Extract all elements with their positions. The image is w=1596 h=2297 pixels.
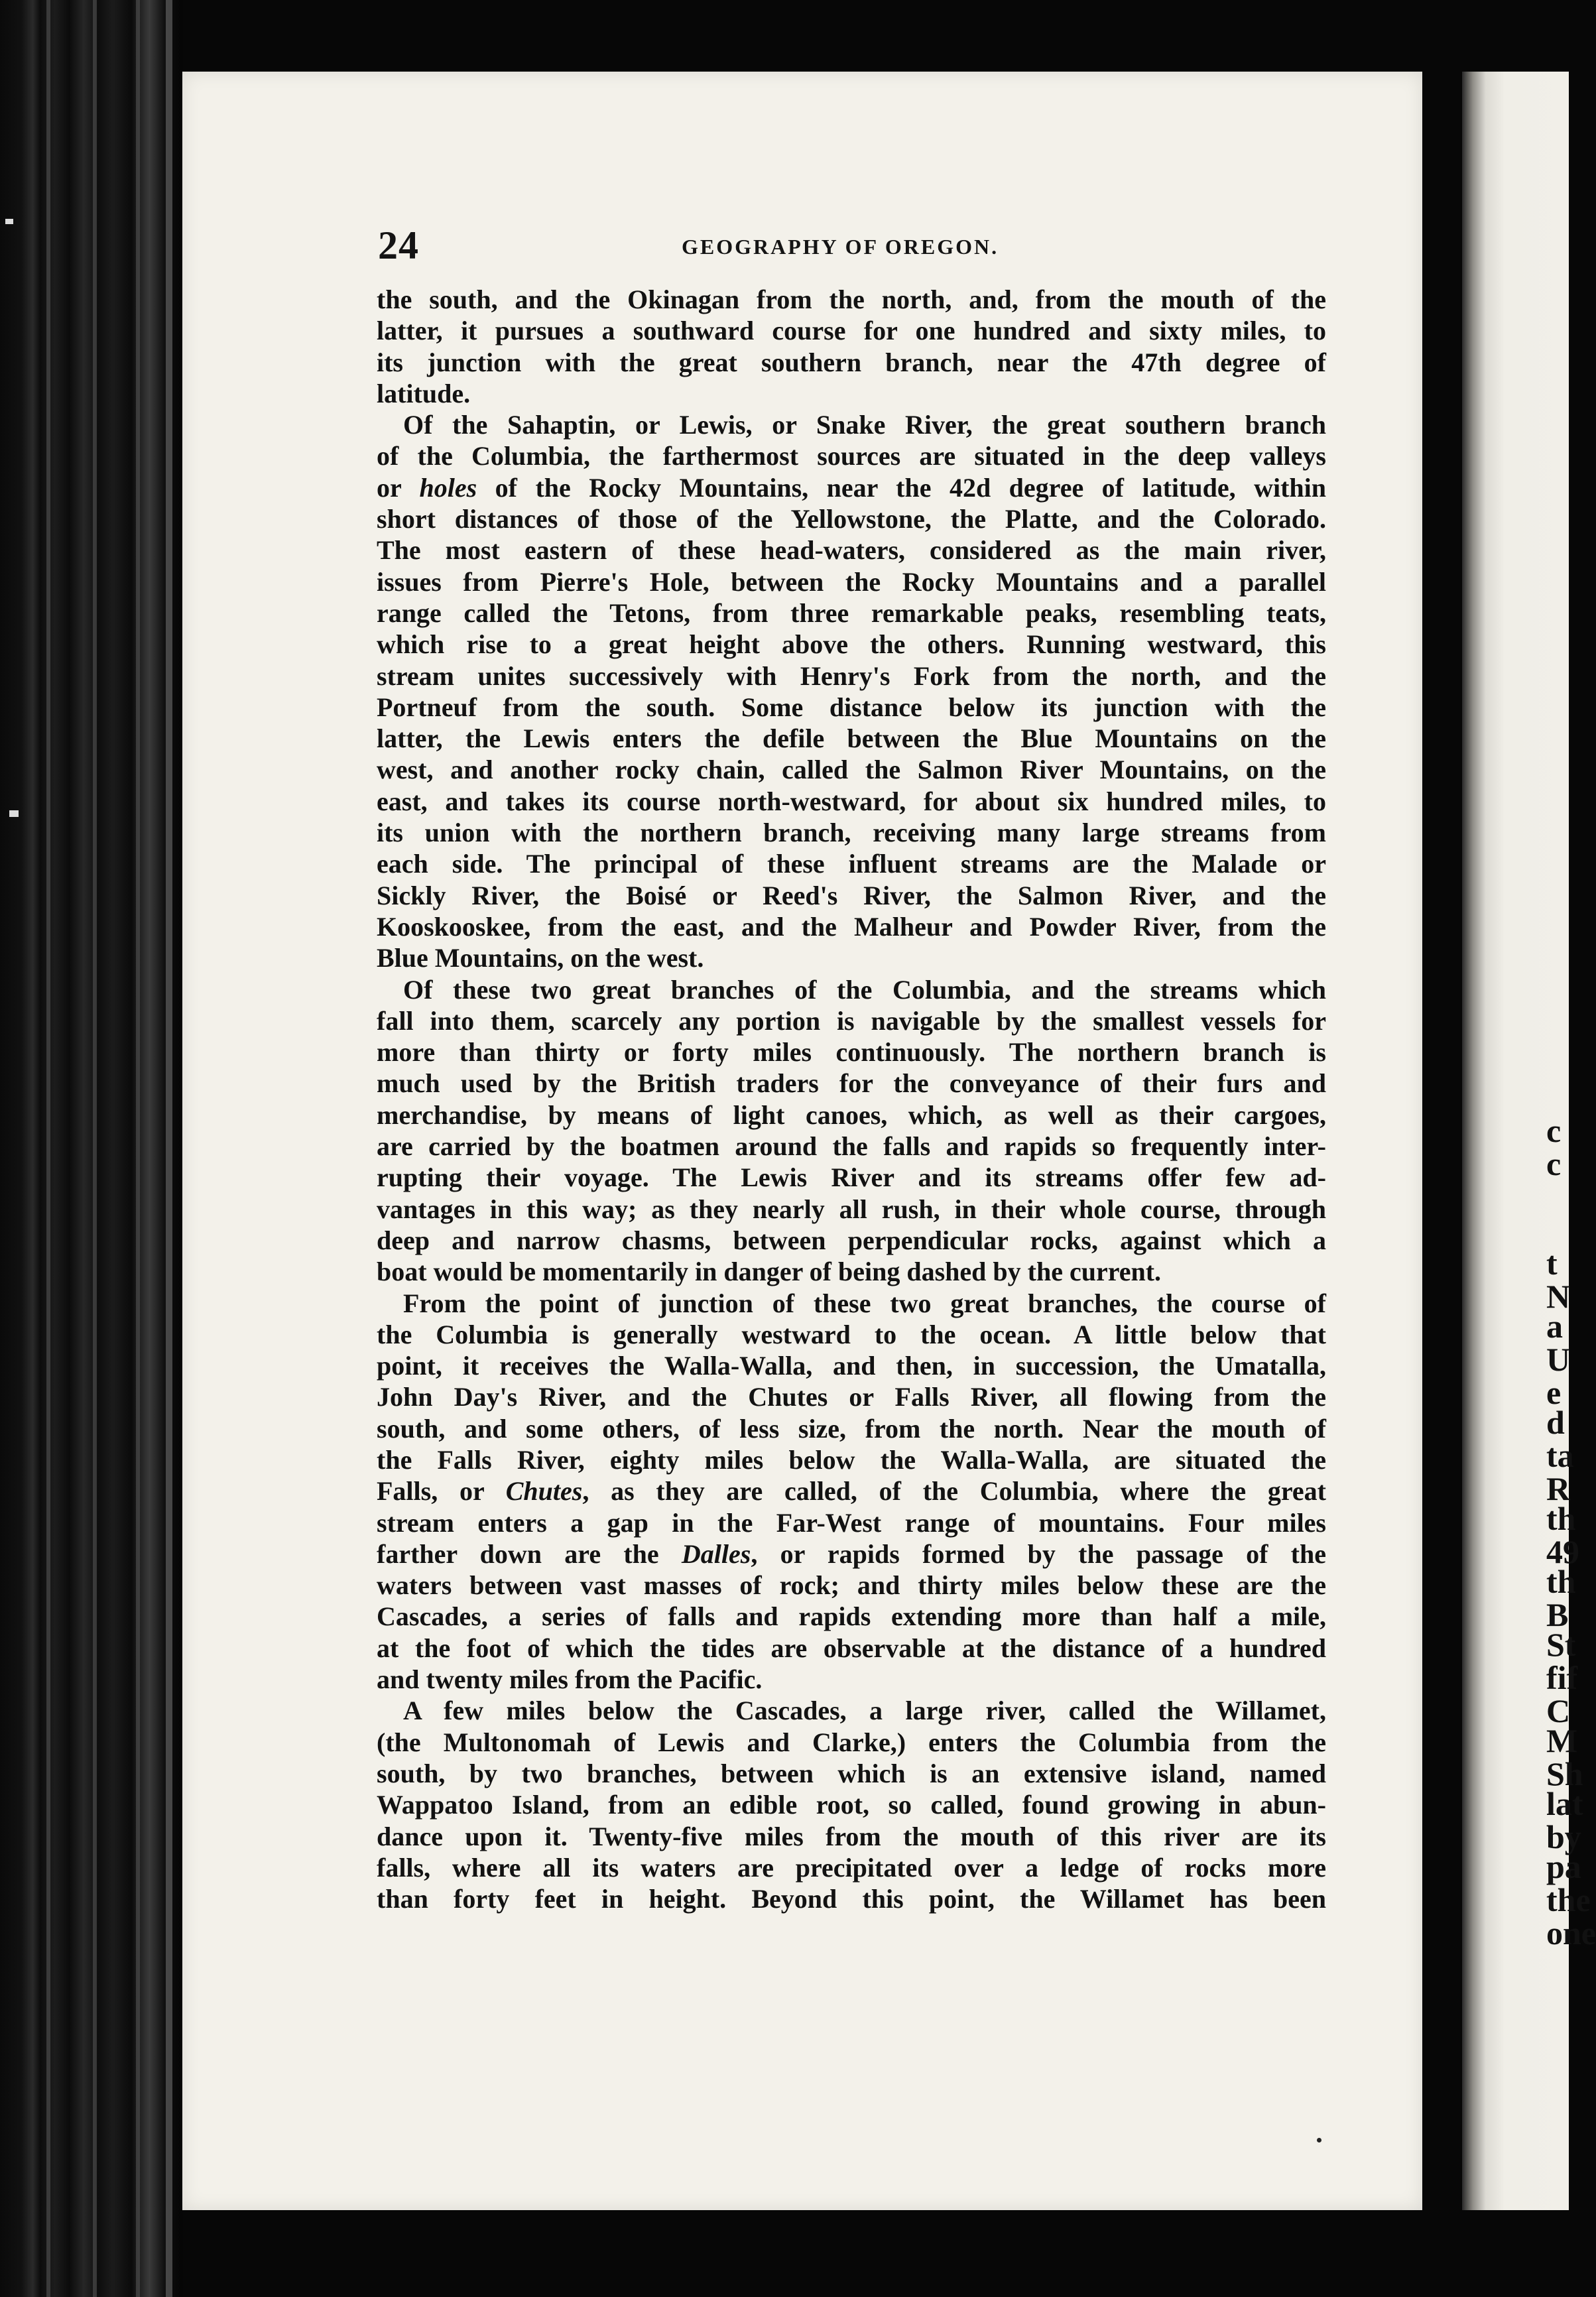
facing-page-fragment: a [1546,1308,1563,1345]
facing-page-fragment: d [1546,1404,1565,1441]
text-line: its junction with the great southern branch, near the 47th degree of [377,347,1326,377]
text-line: or holes of the Rocky Mountains, near the 42d degree of latitude, within [377,472,1327,503]
text-line: much used by the British traders for the conveyance of their furs and [377,1068,1326,1099]
facing-page-fragment: t [1546,1245,1558,1282]
text-line: its union with the northern branch, receiving many large streams from [377,818,1326,848]
text-line: of the Columbia, the farthermost sources are situated in the deep valleys [377,441,1326,471]
facing-page-fragment: th [1546,1500,1576,1537]
text-line: A few miles below the Cascades, a large river, called the Willamet, [403,1696,1326,1726]
text-line: are carried by the boatmen around the falls and rapids so frequently inter- [377,1131,1326,1162]
text-line: Cascades, a series of falls and rapids extending more than half a mile, [377,1601,1326,1632]
facing-page-fragment: fif [1546,1659,1578,1696]
text-line: south, by two branches, between which is an extensive island, named [377,1758,1326,1788]
facing-page-fragment: pa [1546,1848,1581,1885]
text-line: than forty feet in height. Beyond this point, the Willamet has been [377,1884,1326,1914]
text-line: stream unites successively with Henry's Fork from the north, and the [377,660,1326,691]
text-line: The most eastern of these head-waters, considered as the main river, [377,535,1326,566]
text-line: dance upon it. Twenty-five miles from the mouth of this river are its [377,1821,1326,1851]
text-line: waters between vast masses of rock; and thirty miles below these are the [377,1570,1326,1601]
facing-page-fragment: 49 [1546,1533,1579,1570]
text-line: boat would be momentarily in danger of being dashed by the current. [377,1257,1162,1287]
text-line: point, it receives the Walla-Walla, and then, in succession, the Umatalla, [377,1351,1326,1381]
text-line: Portneuf from the south. Some distance below its junction with the [377,692,1326,722]
facing-page-fragment: e [1546,1374,1562,1411]
text-line: falls, where all its waters are precipitated over a ledge of rocks more [377,1852,1326,1883]
book-binding-edge [0,0,182,2297]
text-line: merchandise, by means of light canoes, which, as well as their cargoes, [377,1099,1326,1130]
ink-speck [1317,2138,1321,2142]
text-line: short distances of those of the Yellowstone, the Platte, and the Colorado. [377,504,1326,534]
running-title: GEOGRAPHY OF OREGON. [682,235,999,259]
text-line: the Falls River, eighty miles below the Walla-Walla, are situated the [377,1444,1326,1475]
scan-speck [9,810,19,817]
text-line: south, and some others, of less size, from the north. Near the mouth of [377,1413,1326,1444]
facing-page-fragment: lat [1546,1785,1583,1822]
facing-page-fragment: N [1546,1278,1571,1315]
text-line: and twenty miles from the Pacific. [377,1664,763,1695]
facing-page-fragment: Sh [1546,1755,1583,1792]
scan-speck [5,219,13,224]
facing-page-fragment: M [1546,1722,1578,1759]
facing-page-fragment: B [1546,1596,1569,1633]
text-line: east, and takes its course north-westward, for about six hundred miles, to [377,786,1326,816]
text-line: deep and narrow chasms, between perpendicular rocks, against which a [377,1225,1326,1255]
facing-page-fragment: th [1546,1563,1576,1600]
facing-page-edge [1462,72,1596,2210]
binding-line [136,0,140,2297]
binding-line [46,0,50,2297]
text-line: fall into them, scarcely any portion is navigable by the smallest vessels for [377,1005,1326,1036]
binding-line [93,0,97,2297]
text-line: latter, the Lewis enters the defile between the Blue Mountains on the [377,723,1326,754]
text-line: From the point of junction of these two great branches, the course of [403,1288,1326,1318]
text-line: Sickly River, the Boisé or Reed's River, the Salmon River, and the [377,880,1326,910]
page-number: 24 [378,223,419,267]
text-line: Wappatoo Island, from an edible root, so called, found growing in abun- [377,1790,1326,1820]
text-line: farther down are the Dalles, or rapids formed by the passage of the [377,1538,1326,1569]
text-line: Kooskooskee, from the east, and the Malheur and Powder River, from the [377,911,1326,942]
body-text [377,284,1326,1914]
facing-page-fragment: R [1546,1470,1571,1507]
text-line: vantages in this way; as they nearly all rush, in their whole course, through [377,1194,1326,1224]
text-line: the Columbia is generally westward to the ocean. A little below that [377,1319,1326,1349]
text-line: range called the Tetons, from three remarkable peaks, resembling teats, [377,597,1326,628]
text-line: John Day's River, and the Chutes or Falls River, all flowing from the [377,1382,1326,1412]
text-line: stream enters a gap in the Far-West range of mountains. Four miles [377,1507,1326,1538]
text-line: the south, and the Okinagan from the north, and, from the mouth of the [377,284,1326,314]
facing-page-fragment: by [1546,1818,1581,1855]
text-line: Of the Sahaptin, or Lewis, or Snake River, the great southern branch [403,410,1326,440]
text-line: at the foot of which the tides are observable at the distance of a hundred [377,1633,1326,1663]
running-head [378,225,1326,265]
text-line: latter, it pursues a southward course for one hundred and sixty miles, to [377,316,1326,346]
facing-page-fragment: the [1546,1881,1591,1918]
facing-page-fragment: c [1546,1145,1562,1182]
text-line: issues from Pierre's Hole, between the Rocky Mountains and a parallel [377,566,1326,597]
text-line: rupting their voyage. The Lewis River and its streams offer few ad- [377,1162,1326,1193]
facing-page-fragment: ta [1546,1437,1574,1474]
facing-page-fragment: St [1546,1626,1576,1663]
facing-page-fragment: one [1546,1914,1596,1952]
text-line: which rise to a great height above the others. Running westward, this [377,629,1326,660]
text-line: latitude. [377,378,471,408]
text-line: each side. The principal of these influent streams are the Malade or [377,849,1326,879]
text-line: Falls, or Chutes, as they are called, of the Columbia, where the great [377,1476,1326,1507]
text-line: more than thirty or forty miles continuously. The northern branch is [377,1037,1326,1068]
facing-page-fragment: c [1546,1112,1562,1149]
facing-page-fragment: C [1546,1692,1571,1729]
text-line: west, and another rocky chain, called the Salmon River Mountains, on the [377,755,1326,785]
binding-line [166,0,172,2297]
text-line: (the Multonomah of Lewis and Clarke,) enters the Columbia from the [377,1727,1326,1757]
facing-page-fragment: U [1546,1341,1571,1378]
text-line: Blue Mountains, on the west. [377,943,704,973]
text-line: Of these two great branches of the Columbia, and the streams which [403,974,1326,1005]
